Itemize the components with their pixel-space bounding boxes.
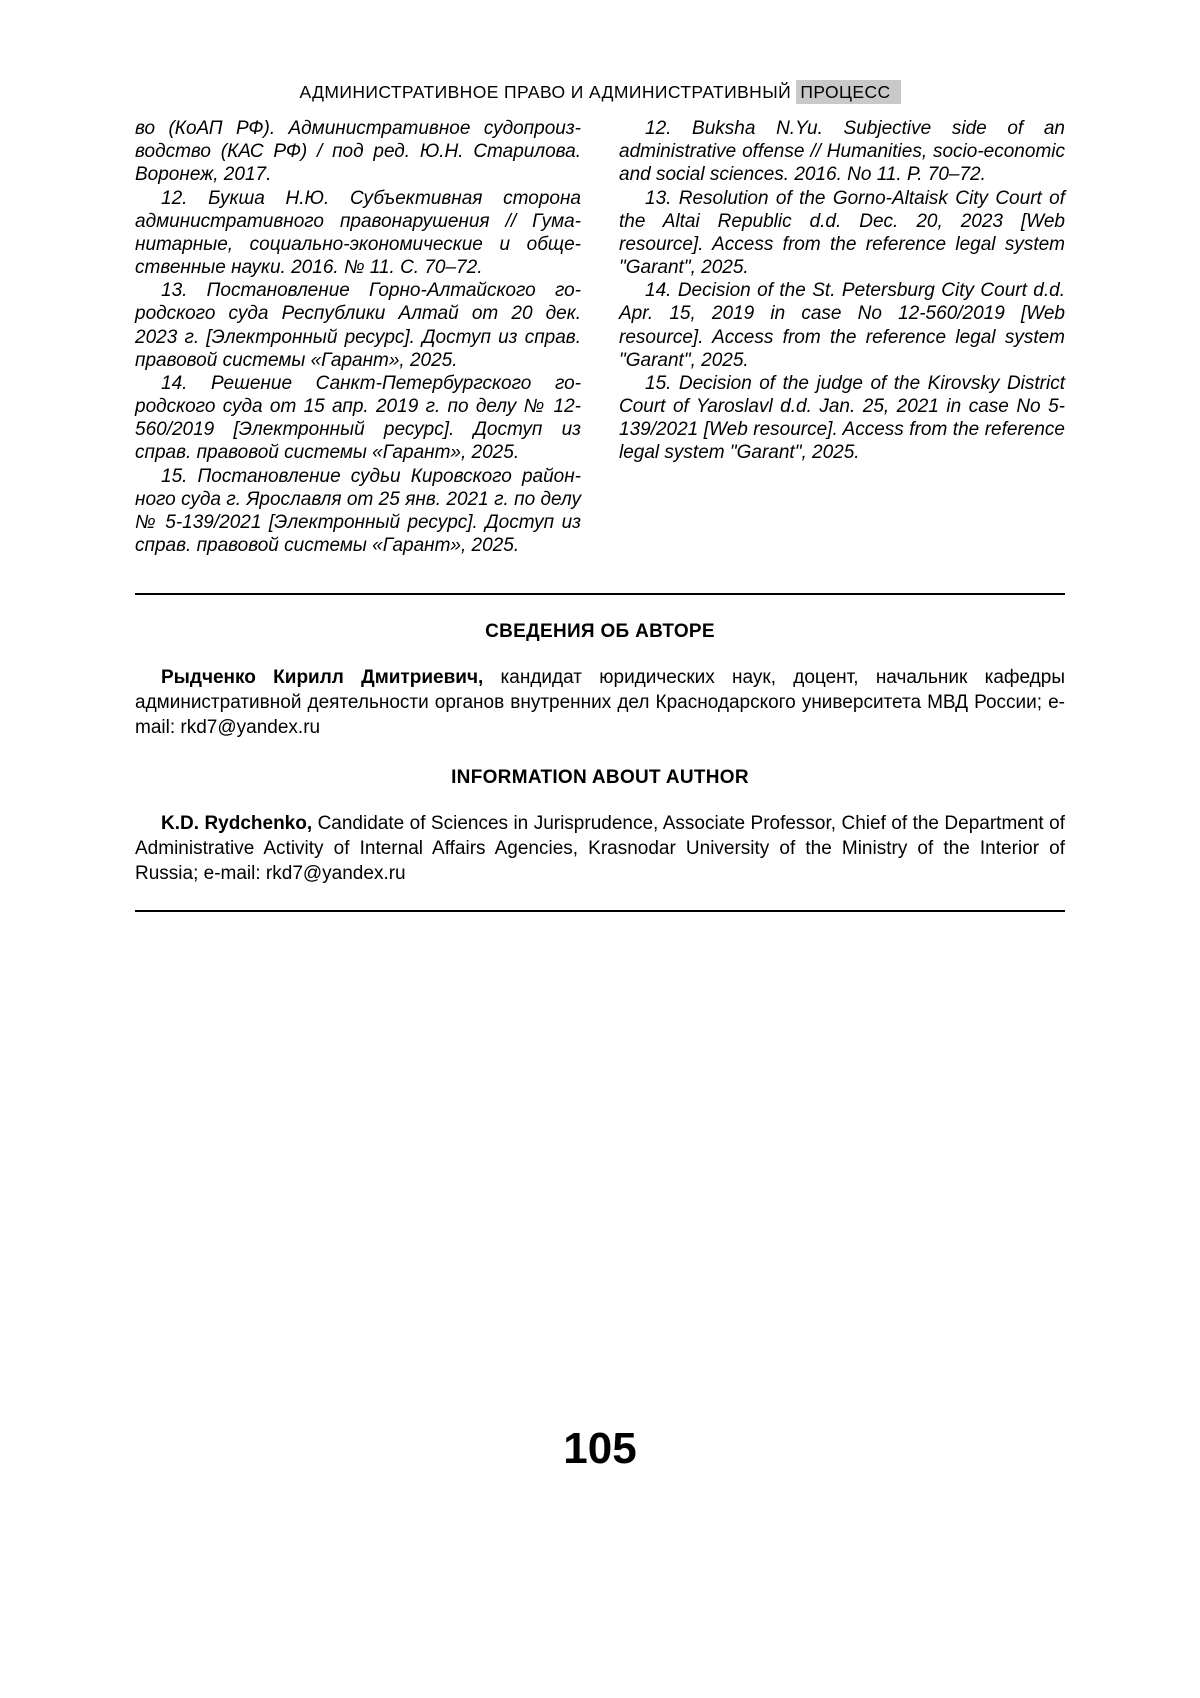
reference-item: 14. Decision of the St. Petersburg City Court d.d. Apr. 15, 2019 in case No 12-560/2019 [Web resource]. Access from the reference legal system "Garant", 2025. (619, 280, 1065, 371)
author-info-en-paragraph (135, 811, 1065, 886)
references-column-left (135, 117, 581, 557)
running-head-text: АДМИНИСТРАТИВНОЕ ПРАВО И АДМИНИСТРАТИВНЫЙ (299, 82, 797, 102)
running-head-highlight: ПРОЦЕСС (796, 80, 900, 104)
author-info-ru-heading: СВЕДЕНИЯ ОБ АВТОРЕ (485, 621, 715, 643)
reference-item: 12. Buksha N.Yu. Subjective side of an administrative offense // Humanities, socio-economic and social sciences. 2016. No 11. P. 70–72. (619, 118, 1065, 186)
author-details-en: Candidate of Sciences in Jurisprudence, Associate Professor, Chief of the Department of Administrative Activity of Internal Affairs Agencies, Krasnodar University of the Ministry of the Interior of Russia; e-mail: rkd7@yandex.ru (135, 812, 1065, 884)
author-name-ru: Рыдченко Кирилл Дмитриевич, (161, 667, 484, 689)
author-info-ru-paragraph (135, 665, 1065, 740)
section-divider-bottom (135, 910, 1065, 912)
reference-item: 13. Постановление Горно-Алтайского го-родского суда Республики Алтай от 20 дек. 2023 г. [Электронный ресурс]. Доступ из справ. правовой системы «Гарант», 2025. (135, 280, 581, 371)
reference-item: 12. Букша Н.Ю. Субъективная сторона административного правонарушения // Гума-нитарные, социально-экономические и обще-ственные науки. 2016. № 11. С. 70–72. (135, 187, 581, 279)
reference-item: во (КоАП РФ). Административное судопроиз-водство (КАС РФ) / под ред. Ю.Н. Старилова. Воронеж, 2017. (135, 118, 581, 186)
page-number: 105 (563, 1424, 637, 1473)
reference-item: 14. Решение Санкт-Петербургского го-родского суда от 15 апр. 2019 г. по делу № 12-560/2019 [Электронный ресурс]. Доступ из справ. правовой системы «Гарант», 2025. (135, 372, 581, 464)
references-section (135, 117, 1065, 557)
section-divider-top (135, 593, 1065, 595)
references-column-right (619, 117, 1065, 557)
reference-item: 15. Постановление судьи Кировского район-ного суда г. Ярославля от 25 янв. 2021 г. по делу № 5-139/2021 [Электронный ресурс]. Доступ из справ. правовой системы «Гарант», 2025. (135, 465, 581, 557)
running-head (135, 82, 1065, 103)
author-details-ru: кандидат юридических наук, доцент, начальник кафедры административной деятельности органов внутренних дел Краснодарского университета МВД России; e-mail: rkd7@yandex.ru (135, 667, 1065, 739)
author-name-en: K.D. Rydchenko, (161, 812, 313, 834)
reference-item: 15. Decision of the judge of the Kirovsky District Court of Yaroslavl d.d. Jan. 25, 2021 in case No 5-139/2021 [Web resource]. Access from the reference legal system "Garant", 2025. (619, 372, 1065, 464)
reference-item: 13. Resolution of the Gorno-Altaisk City Court of the Altai Republic d.d. Dec. 20, 2023 [Web resource]. Access from the reference legal system "Garant", 2025. (619, 187, 1065, 279)
author-info-en-heading: INFORMATION ABOUT AUTHOR (451, 766, 749, 788)
